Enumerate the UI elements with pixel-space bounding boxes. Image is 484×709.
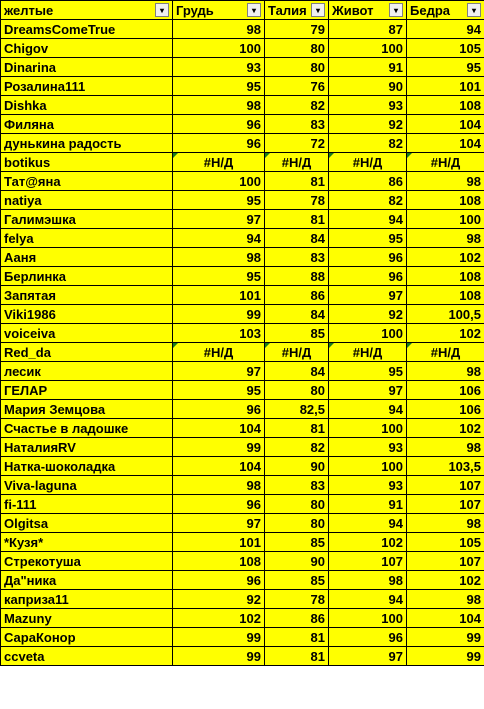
cell-belly[interactable]: 94 — [329, 590, 407, 609]
cell-name[interactable]: botikus — [1, 153, 173, 172]
cell-chest[interactable]: 98 — [173, 476, 265, 495]
cell-waist[interactable]: 83 — [265, 115, 329, 134]
filter-dropdown-icon[interactable]: ▾ — [467, 3, 481, 17]
table-row — [1, 77, 484, 96]
cell-chest[interactable]: 96 — [173, 495, 265, 514]
cell-name[interactable]: Red_da — [1, 343, 173, 362]
cell-waist[interactable]: 83 — [265, 476, 329, 495]
cell-hips[interactable]: 105 — [407, 533, 484, 552]
cell-chest[interactable]: 96 — [173, 571, 265, 590]
cell-hips[interactable]: 108 — [407, 286, 484, 305]
cell-name[interactable]: Натка-шоколадка — [1, 457, 173, 476]
cell-hips[interactable]: 106 — [407, 400, 484, 419]
cell-chest[interactable]: 97 — [173, 362, 265, 381]
cell-waist[interactable]: 82 — [265, 96, 329, 115]
cell-hips[interactable]: 101 — [407, 77, 484, 96]
cell-waist[interactable]: #Н/Д — [265, 153, 329, 172]
cell-belly[interactable]: 96 — [329, 628, 407, 647]
cell-waist[interactable]: 78 — [265, 191, 329, 210]
cell-belly[interactable]: 92 — [329, 115, 407, 134]
cell-chest[interactable]: 100 — [173, 172, 265, 191]
cell-chest[interactable]: 94 — [173, 229, 265, 248]
cell-waist[interactable]: 76 — [265, 77, 329, 96]
cell-name[interactable]: Mazuny — [1, 609, 173, 628]
cell-hips[interactable]: 99 — [407, 628, 484, 647]
cell-belly[interactable]: 100 — [329, 609, 407, 628]
table-row — [1, 419, 484, 438]
cell-waist[interactable]: 84 — [265, 362, 329, 381]
cell-hips[interactable]: 107 — [407, 495, 484, 514]
cell-name[interactable]: дунькина радость — [1, 134, 173, 153]
table-row — [1, 134, 484, 153]
table-row — [1, 286, 484, 305]
cell-waist[interactable]: 80 — [265, 58, 329, 77]
cell-chest[interactable]: #Н/Д — [173, 343, 265, 362]
cell-name[interactable]: Стрекотуша — [1, 552, 173, 571]
cell-name[interactable]: Да"ника — [1, 571, 173, 590]
cell-name[interactable]: СараКонор — [1, 628, 173, 647]
table-row — [1, 400, 484, 419]
cell-hips[interactable]: 107 — [407, 476, 484, 495]
cell-belly[interactable]: 102 — [329, 533, 407, 552]
cell-chest[interactable]: 95 — [173, 191, 265, 210]
cell-waist[interactable]: 86 — [265, 609, 329, 628]
header-label: Талия — [268, 2, 307, 18]
cell-waist[interactable]: 90 — [265, 552, 329, 571]
cell-chest[interactable]: 96 — [173, 115, 265, 134]
table-row — [1, 343, 484, 362]
cell-belly[interactable]: 96 — [329, 248, 407, 267]
cell-belly[interactable]: 94 — [329, 210, 407, 229]
table-row — [1, 267, 484, 286]
cell-name[interactable]: *Кузя* — [1, 533, 173, 552]
cell-belly[interactable]: 97 — [329, 286, 407, 305]
cell-belly[interactable]: 96 — [329, 267, 407, 286]
cell-belly[interactable]: 100 — [329, 457, 407, 476]
cell-chest[interactable]: 97 — [173, 210, 265, 229]
cell-waist[interactable]: 79 — [265, 20, 329, 39]
cell-name[interactable]: felya — [1, 229, 173, 248]
cell-name[interactable]: Филяна — [1, 115, 173, 134]
cell-belly[interactable]: 100 — [329, 324, 407, 343]
cell-chest[interactable]: 108 — [173, 552, 265, 571]
cell-waist[interactable]: 80 — [265, 514, 329, 533]
cell-hips[interactable]: 95 — [407, 58, 484, 77]
cell-belly[interactable]: 97 — [329, 381, 407, 400]
cell-waist[interactable]: 81 — [265, 419, 329, 438]
cell-chest[interactable]: 101 — [173, 286, 265, 305]
cell-waist[interactable]: 78 — [265, 590, 329, 609]
table-row — [1, 647, 484, 666]
cell-hips[interactable]: 108 — [407, 191, 484, 210]
cell-name[interactable]: Viva-laguna — [1, 476, 173, 495]
cell-name[interactable]: Берлинка — [1, 267, 173, 286]
cell-hips[interactable]: 99 — [407, 647, 484, 666]
table-row — [1, 39, 484, 58]
cell-hips[interactable]: 102 — [407, 324, 484, 343]
cell-belly[interactable]: 90 — [329, 77, 407, 96]
cell-belly[interactable]: 94 — [329, 514, 407, 533]
cell-hips[interactable]: 102 — [407, 248, 484, 267]
cell-belly[interactable]: #Н/Д — [329, 343, 407, 362]
table-row — [1, 248, 484, 267]
cell-belly[interactable]: 91 — [329, 495, 407, 514]
table-row — [1, 533, 484, 552]
cell-waist[interactable]: 90 — [265, 457, 329, 476]
table-row — [1, 172, 484, 191]
cell-waist[interactable]: 84 — [265, 229, 329, 248]
cell-name[interactable]: Dinarina — [1, 58, 173, 77]
cell-chest[interactable]: 96 — [173, 134, 265, 153]
cell-chest[interactable]: 92 — [173, 590, 265, 609]
header-cell-belly[interactable] — [329, 1, 407, 20]
cell-chest[interactable]: 95 — [173, 267, 265, 286]
cell-chest[interactable]: 100 — [173, 39, 265, 58]
cell-name[interactable]: Тат@яна — [1, 172, 173, 191]
cell-waist[interactable]: 83 — [265, 248, 329, 267]
cell-belly[interactable]: 91 — [329, 58, 407, 77]
header-label: Грудь — [176, 2, 214, 18]
cell-waist[interactable]: 85 — [265, 533, 329, 552]
cell-waist[interactable]: #Н/Д — [265, 343, 329, 362]
table-row — [1, 552, 484, 571]
cell-chest[interactable]: 99 — [173, 628, 265, 647]
cell-hips[interactable]: #Н/Д — [407, 343, 484, 362]
cell-hips[interactable]: 100 — [407, 210, 484, 229]
table-body — [1, 20, 484, 666]
cell-belly[interactable]: 95 — [329, 229, 407, 248]
table-row — [1, 381, 484, 400]
cell-chest[interactable]: 96 — [173, 400, 265, 419]
cell-belly[interactable]: 93 — [329, 476, 407, 495]
cell-chest[interactable]: 103 — [173, 324, 265, 343]
header-cell-name[interactable] — [1, 1, 173, 20]
cell-hips[interactable]: 98 — [407, 362, 484, 381]
cell-name[interactable]: Ааня — [1, 248, 173, 267]
cell-belly[interactable]: 93 — [329, 96, 407, 115]
cell-belly[interactable]: 82 — [329, 191, 407, 210]
table-row — [1, 495, 484, 514]
filter-dropdown-icon[interactable]: ▾ — [389, 3, 403, 17]
table-row — [1, 438, 484, 457]
cell-hips[interactable]: 108 — [407, 267, 484, 286]
cell-waist[interactable]: 80 — [265, 39, 329, 58]
table-row — [1, 590, 484, 609]
table-row — [1, 58, 484, 77]
cell-hips[interactable]: #Н/Д — [407, 153, 484, 172]
cell-hips[interactable]: 106 — [407, 381, 484, 400]
header-cell-hips[interactable] — [407, 1, 484, 20]
cell-name[interactable]: Chigov — [1, 39, 173, 58]
table-row — [1, 362, 484, 381]
header-cell-chest[interactable] — [173, 1, 265, 20]
table-row — [1, 324, 484, 343]
header-label: Бедра — [410, 2, 450, 18]
cell-waist[interactable]: 86 — [265, 286, 329, 305]
cell-belly[interactable]: 107 — [329, 552, 407, 571]
cell-name[interactable]: fi-111 — [1, 495, 173, 514]
cell-belly[interactable]: 100 — [329, 419, 407, 438]
cell-belly[interactable]: 93 — [329, 438, 407, 457]
cell-belly[interactable]: 97 — [329, 647, 407, 666]
cell-name[interactable]: voiceiva — [1, 324, 173, 343]
cell-belly[interactable]: 86 — [329, 172, 407, 191]
cell-belly[interactable]: 92 — [329, 305, 407, 324]
cell-belly[interactable]: 82 — [329, 134, 407, 153]
table-row — [1, 96, 484, 115]
cell-name[interactable]: Счастье в ладошке — [1, 419, 173, 438]
cell-name[interactable]: Dishka — [1, 96, 173, 115]
cell-name[interactable]: Розалина111 — [1, 77, 173, 96]
cell-belly[interactable]: 87 — [329, 20, 407, 39]
cell-chest[interactable]: 97 — [173, 514, 265, 533]
table-row — [1, 210, 484, 229]
cell-chest[interactable]: 98 — [173, 96, 265, 115]
cell-name[interactable]: Мария Земцова — [1, 400, 173, 419]
header-cell-waist[interactable] — [265, 1, 329, 20]
cell-belly[interactable]: 94 — [329, 400, 407, 419]
cell-belly[interactable]: 98 — [329, 571, 407, 590]
cell-waist[interactable]: 81 — [265, 647, 329, 666]
cell-waist[interactable]: 88 — [265, 267, 329, 286]
cell-name[interactable]: Галимэшка — [1, 210, 173, 229]
cell-name[interactable]: Запятая — [1, 286, 173, 305]
cell-hips[interactable]: 102 — [407, 419, 484, 438]
table-row — [1, 115, 484, 134]
cell-belly[interactable]: #Н/Д — [329, 153, 407, 172]
cell-name[interactable]: каприза11 — [1, 590, 173, 609]
filter-dropdown-icon[interactable]: ▾ — [247, 3, 261, 17]
cell-hips[interactable]: 103,5 — [407, 457, 484, 476]
table-row — [1, 457, 484, 476]
sort-filter-icon[interactable]: ▾ — [155, 3, 169, 17]
cell-hips[interactable]: 108 — [407, 96, 484, 115]
cell-hips[interactable]: 100,5 — [407, 305, 484, 324]
cell-name[interactable]: Olgitsa — [1, 514, 173, 533]
cell-hips[interactable]: 104 — [407, 115, 484, 134]
cell-hips[interactable]: 98 — [407, 514, 484, 533]
cell-waist[interactable]: 85 — [265, 571, 329, 590]
cell-hips[interactable]: 105 — [407, 39, 484, 58]
cell-hips[interactable]: 94 — [407, 20, 484, 39]
header-row — [1, 1, 484, 20]
table-row — [1, 476, 484, 495]
table-row — [1, 571, 484, 590]
header-label: желтые — [4, 2, 54, 18]
table-row — [1, 305, 484, 324]
cell-name[interactable]: лесик — [1, 362, 173, 381]
cell-name[interactable]: ccveta — [1, 647, 173, 666]
cell-hips[interactable]: 102 — [407, 571, 484, 590]
cell-chest[interactable]: 95 — [173, 381, 265, 400]
cell-hips[interactable]: 104 — [407, 134, 484, 153]
cell-chest[interactable]: 104 — [173, 419, 265, 438]
cell-hips[interactable]: 98 — [407, 229, 484, 248]
header-label: Живот — [332, 2, 374, 18]
cell-waist[interactable]: 81 — [265, 628, 329, 647]
cell-chest[interactable]: 102 — [173, 609, 265, 628]
cell-waist[interactable]: 81 — [265, 172, 329, 191]
cell-chest[interactable]: 98 — [173, 20, 265, 39]
table-row — [1, 229, 484, 248]
cell-hips[interactable]: 98 — [407, 590, 484, 609]
cell-chest[interactable]: 98 — [173, 248, 265, 267]
cell-hips[interactable]: 98 — [407, 172, 484, 191]
cell-waist[interactable]: 82,5 — [265, 400, 329, 419]
cell-chest[interactable]: 99 — [173, 647, 265, 666]
cell-waist[interactable]: 80 — [265, 495, 329, 514]
cell-waist[interactable]: 84 — [265, 305, 329, 324]
table-row — [1, 153, 484, 172]
cell-belly[interactable]: 95 — [329, 362, 407, 381]
table-row — [1, 514, 484, 533]
table-row — [1, 628, 484, 647]
table-row — [1, 609, 484, 628]
table-row — [1, 191, 484, 210]
cell-waist[interactable]: 82 — [265, 438, 329, 457]
cell-chest[interactable]: 101 — [173, 533, 265, 552]
cell-waist[interactable]: 80 — [265, 381, 329, 400]
cell-waist[interactable]: 81 — [265, 210, 329, 229]
cell-belly[interactable]: 100 — [329, 39, 407, 58]
cell-chest[interactable]: #Н/Д — [173, 153, 265, 172]
cell-name[interactable]: natiya — [1, 191, 173, 210]
cell-chest[interactable]: 99 — [173, 438, 265, 457]
cell-chest[interactable]: 104 — [173, 457, 265, 476]
cell-name[interactable]: Viki1986 — [1, 305, 173, 324]
filter-dropdown-icon[interactable]: ▾ — [311, 3, 325, 17]
cell-chest[interactable]: 93 — [173, 58, 265, 77]
cell-name[interactable]: ГЕЛАР — [1, 381, 173, 400]
cell-name[interactable]: DreamsComeTrue — [1, 20, 173, 39]
cell-hips[interactable]: 98 — [407, 438, 484, 457]
cell-waist[interactable]: 72 — [265, 134, 329, 153]
cell-chest[interactable]: 95 — [173, 77, 265, 96]
cell-name[interactable]: НаталияRV — [1, 438, 173, 457]
cell-waist[interactable]: 85 — [265, 324, 329, 343]
cell-hips[interactable]: 104 — [407, 609, 484, 628]
cell-chest[interactable]: 99 — [173, 305, 265, 324]
cell-hips[interactable]: 107 — [407, 552, 484, 571]
table-row — [1, 20, 484, 39]
